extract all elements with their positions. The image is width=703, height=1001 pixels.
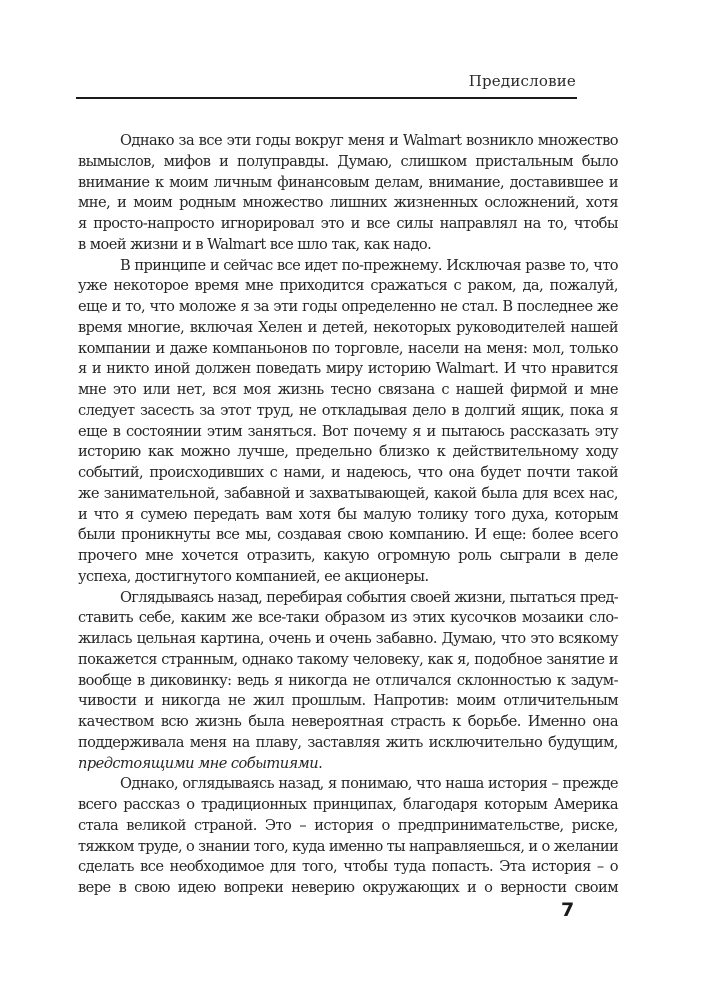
text-line: стала великой страной. Это – история о предпринимательстве, риске,: [78, 816, 618, 834]
text-line: вообще в диковинку: ведь я никогда не отличался склонностью к задум-: [78, 671, 618, 689]
text-line: я и никто иной должен поведать миру историю Walmart. И что нравится: [78, 360, 618, 378]
text-line-with-italic: поддерживала меня на плаву, заставляя жить исключительно будущим,: [78, 733, 618, 751]
paragraph-4: [78, 774, 618, 899]
text-line: следует засесть за этот труд, не откладывая дело в долгий ящик, пока я: [78, 401, 618, 419]
text-line: в моей жизни и в Walmart все шло так, как надо.: [78, 235, 432, 253]
header-rule: [76, 97, 577, 99]
text-line: были проникнуты все мы, создавая свою компанию. И еще: более всего: [78, 526, 618, 544]
page-number: 7: [561, 899, 575, 921]
text-line: компании и даже компаньонов по торговле, насели на меня: мол, только: [78, 339, 618, 357]
text-line: событий, происходивших с нами, и надеюсь, что она будет почти такой: [78, 464, 618, 481]
text-line: Оглядываясь назад, перебирая события своей жизни, пытаться пред-: [120, 588, 618, 606]
text-line: вере в свою идею вопреки неверию окружающих и о верности своим: [78, 879, 618, 896]
text-line: покажется странным, однако такому человеку, как я, подобное занятие и: [78, 650, 618, 668]
text-line: еще и то, что моложе я за эти годы определенно не стал. В последнее же: [78, 298, 618, 315]
paragraph-2: [78, 256, 618, 588]
text-line: мне, и моим родным множество лишних жизненных осложнений, хотя: [78, 194, 618, 212]
text-line: всего рассказ о традиционных принципах, благодаря которым Америка: [78, 796, 618, 813]
text-line: и что я сумею передать вам хотя бы малую толику того духа, которым: [78, 505, 618, 523]
plain-segment: .: [318, 754, 323, 772]
text-line: ставить себе, каким же все-таки образом из этих кусочков мозаики сло-: [78, 609, 618, 627]
text-line: уже некоторое время мне приходится сражаться с раком, да, пожалуй,: [78, 277, 618, 295]
body-text: [78, 131, 618, 899]
text-line: я просто-напросто игнорировал это и все силы направлял на то, чтобы: [78, 215, 618, 232]
italic-segment: предстоящими мне событиями: [78, 754, 319, 772]
paragraph-3: [78, 588, 618, 775]
text-line: В принципе и сейчас все идет по-прежнему. Исключая разве то, что: [120, 256, 618, 274]
text-line: же занимательной, забавной и захватывающей, какой была для всех нас,: [78, 484, 618, 502]
text-line: мне это или нет, вся моя жизнь тесно связана с нашей фирмой и мне: [78, 381, 618, 398]
text-line: качеством всю жизнь была невероятная страсть к борьбе. Именно она: [78, 713, 618, 730]
text-line: чивости и никогда не жил прошлым. Напротив: моим отличительным: [78, 692, 618, 710]
text-line: историю как можно лучше, предельно близко к действительному ходу: [78, 443, 618, 461]
text-line: Однако за все эти годы вокруг меня и Walmart возникло множество: [120, 132, 618, 149]
text-line: вымыслов, мифов и полуправды. Думаю, слишком пристальным было: [78, 152, 618, 170]
text-line: время многие, включая Хелен и детей, некоторых руководителей нашей: [78, 318, 618, 336]
text-line: тяжком труде, о знании того, куда именно ты направляешься, и о желании: [78, 837, 618, 855]
text-line: жилась цельная картина, очень и очень забавно. Думаю, что это всякому: [78, 630, 618, 647]
text-line: сделать все необходимое для того, чтобы туда попасть. Эта история – о: [78, 858, 618, 876]
text-line: успеха, достигнутого компанией, ее акционеры.: [78, 567, 429, 585]
text-line: еще в состоянии этим заняться. Вот почему я и пытаюсь рассказать эту: [78, 422, 618, 440]
text-line: внимание к моим личным финансовым делам, внимание, доставившее и: [78, 173, 618, 191]
text-line: Однако, оглядываясь назад, я понимаю, что наша история – прежде: [120, 775, 618, 793]
text-line: прочего мне хочется отразить, какую огромную роль сыграли в деле: [78, 547, 618, 564]
italic-line: [78, 754, 618, 775]
paragraph-1: [78, 131, 618, 256]
running-head: Предисловие: [468, 72, 576, 90]
